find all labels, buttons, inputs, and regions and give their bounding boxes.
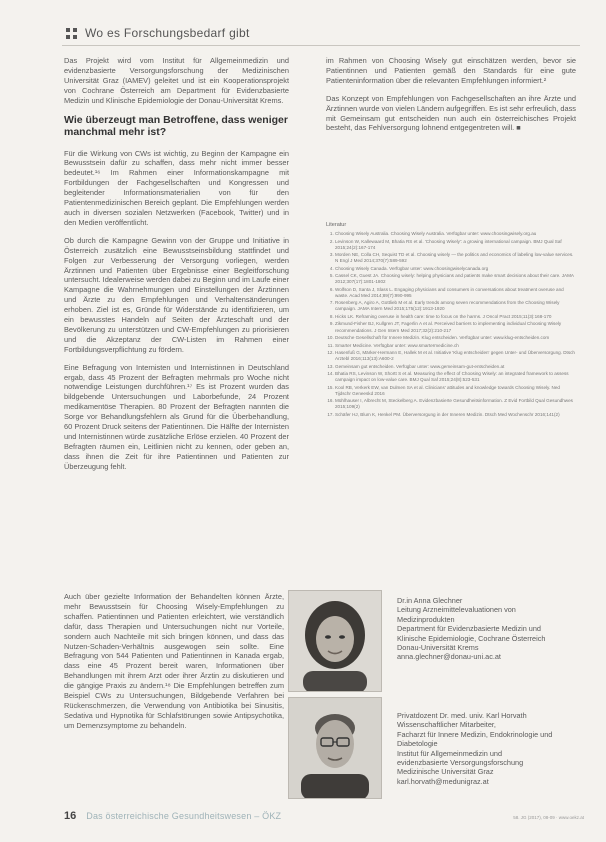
intro-paragraph: Das Projekt wird vom Institut für Allgemeinmedizin und evidenzbasierte Versorgungsforschung der Medizinischen Universität Graz (IAMEV) geleitet und ist ein Kooperationsprojekt von Cochrane Österreich am Department für Evidenzbasierte Medizin und Klinische Epidemiologie der Donau-Universität Krems. bbox=[64, 56, 289, 105]
body-paragraph: Das Konzept von Empfehlungen von Fachgesellschaften an ihre Ärzte und Ärztinnen wurde von vielen Ländern aufgegriffen. Es ist sehr erfreulich, dass mit Gemeinsam gut entscheiden nun auch ein österreichisches Projekt besteht, das Fehlversorgung lohnend entgegentreten will. ■ bbox=[326, 93, 576, 133]
author-bio-line: Klinische Epidemiologie, Cochrane Österreich bbox=[397, 633, 546, 643]
right-column bbox=[326, 56, 576, 141]
body-paragraph: im Rahmen von Choosing Wisely gut einschätzen werden, bevor sie Patientinnen und Patienten gemäß den Standards für eine gute Patienteninformation über die relevanten Empfehlungen informiert.² bbox=[326, 56, 576, 85]
author-bio-line: Leitung Arzneimittelevaluationen von bbox=[397, 605, 516, 615]
reference-item: 10. Deutsche Gesellschaft für Innere Medizin. Klug entscheiden. Verfügbar unter: www.klug-entscheiden.com bbox=[335, 335, 576, 341]
reference-item: 13. Gemeinsam gut entscheiden. Verfügbar unter: www.gemeinsam-gut-entscheiden.at bbox=[335, 364, 576, 370]
left-column bbox=[64, 56, 289, 480]
author-name: Dr.in Anna Glechner bbox=[397, 596, 463, 605]
reference-item: 12. Hasenfuß G, Märker-Hermann E, Hallek M et al. Initiative 'Klug entscheiden' gegen Unter- und Überversorgung. Dtsch Arztebl 2016;113(13):A600-2 bbox=[335, 350, 576, 362]
reference-item: 7. Rosenberg A, Agiro A, Gottlieb M et al. Early trends among seven recommendations from the Choosing Wisely campaign. JAMA Intern Med 2015;175(12):1913-1920 bbox=[335, 300, 576, 312]
reference-item: 4. Choosing Wisely Canada. Verfügbar unter: www.choosingwiselycanada.org bbox=[335, 266, 576, 272]
author-name: Privatdozent Dr. med. univ. Karl Horvath bbox=[397, 711, 527, 720]
section-title: Wo es Forschungsbedarf gibt bbox=[85, 26, 250, 40]
reference-item: 15. Kool RB, Verkerk EW, van Dulmen SA et al. Clinicians' attitudes and knowledge towards Choosing Wisely. Ned Tijdschr Geneeskd 2016 bbox=[335, 385, 576, 397]
issue-info: 58. JG (2017), 08-09 · www.oekz.at bbox=[513, 815, 584, 820]
page-footer bbox=[64, 810, 584, 822]
reference-list bbox=[326, 231, 576, 418]
author-bio bbox=[397, 711, 587, 786]
header-divider bbox=[62, 45, 580, 46]
author-bio-line: Wissenschaftlicher Mitarbeiter, bbox=[397, 720, 496, 730]
references-title: Literatur bbox=[326, 222, 347, 228]
author-bio-line: Medizinprodukten bbox=[397, 614, 455, 624]
body-paragraph: Für die Wirkung von CWs ist wichtig, zu Beginn der Kampagne ein Bewusstsein dafür zu schaffen, dass mehr nicht immer besser bedeutet.¹⁶ Im Rahmen einer Informationskampagne mit Fortbildungen der Fachgesellschaften und Kongressen und begleitender Informationsmaterialien von für den Patientenmedizinischen Bereich geplant. Die Empfehlungen werden auch in diversen sozialen Netzwerken (Facebook, Twitter) und in den Medien veröffentlicht. bbox=[64, 148, 289, 227]
reference-item: 2. Levinson W, Kallewaard M, Bhatia RS et al. 'Choosing Wisely': a growing international campaign. BMJ Qual Saf 2015;24(2):167-174 bbox=[335, 239, 576, 251]
author-bio-line: Department für Evidenzbasierte Medizin und bbox=[397, 624, 541, 634]
author-bio-line: Institut für Allgemeinmedizin und bbox=[397, 748, 503, 758]
body-paragraph: Eine Befragung von Internisten und Internistinnen in Deutschland ergab, dass 45 Prozent der Befragten mehrmals pro Woche nicht notwendige Leistungen durchführen.¹⁷ Es ist Prozent wurden das bildgebende Untersuchungen und Laborbefunde, 24 Prozent medikamentöse Therapien. 80 Prozent der Befragten nannten die Sorge vor Behandlungsfehlern als Grund für die Überbehandlung, 60 Prozent Druck seitens der Patientinnen. Die Hälfte der Internisten und Internistinnen würde zusätzliche Erlöse erzielen. 40 Prozent der Befragten räumen ein, Leitlinien nicht zu kennen, oder geben an, dass ihnen die Zeit für ihre Patientinnen und Patienten zur Überzeugung fehlt. bbox=[64, 362, 289, 471]
section-heading: Wie überzeugt man Betroffene, dass weniger manchmal mehr ist? bbox=[64, 113, 288, 139]
publication-title: Das österreichische Gesundheitswesen – ÖKZ bbox=[86, 811, 282, 821]
reference-item: 5. Cassel CK, Guest JA. Choosing wisely: helping physicians and patients make smart decisions about their care. JAMA 2012;307(17):1801-1802 bbox=[335, 273, 576, 285]
reference-item: 11. Smarter Medicine. Verfügbar unter: www.smartermedicine.ch bbox=[335, 343, 576, 349]
references bbox=[326, 222, 576, 419]
author-photo bbox=[288, 590, 382, 692]
author-bio-line: anna.glechner@donau-uni.ac.at bbox=[397, 652, 501, 662]
reference-item: 6. Wolfson D, Santa J, Slass L. Engaging physicians and consumers in conversations about treatment overuse and waste. Acad Med 2014;89(7):990-995 bbox=[335, 287, 576, 299]
author-bio-line: evidenzbasierte Versorgungsforschung bbox=[397, 758, 524, 768]
author-bio-line: Donau-Universität Krems bbox=[397, 643, 479, 653]
author-photo bbox=[288, 697, 382, 799]
reference-item: 3. Morden NE, Colla CH, Sequist TD et al. Choosing wisely — the politics and economics of labeling low-value services. N Engl J Med 2014;370(7):589-592 bbox=[335, 252, 576, 264]
reference-item: 14. Bhatia RS, Levinson W, Shortt S et al. Measuring the effect of Choosing Wisely: an integrated framework to assess campaign impact on low-value care. BMJ Qual Saf 2015;24(8):523-531 bbox=[335, 371, 576, 383]
reference-item: 8. Hicks LK. Reframing overuse in health care: time to focus on the harms. J Oncol Pract 2015;11(3):168-170 bbox=[335, 314, 576, 320]
author-bio-line: Medizinische Universität Graz bbox=[397, 767, 494, 777]
author-bio-line: karl.horvath@medunigraz.at bbox=[397, 776, 489, 786]
reference-item: 16. Mühlhauser I, Albrecht M, Steckelberg A. Evidenzbasierte Gesundheitsinformation. Z Evid Fortbild Qual Gesundhwes 2015;109(2) bbox=[335, 398, 576, 410]
body-paragraph: Ob durch die Kampagne Gewinn von der Gruppe und Initiative in Österreich zusätzlich eine Bewusstseinsbildung stattfindet und Folgen zur Verbesserung der Versorgung vorliegen, werden Ärztinnen und Patienten über Ergebnisse einer Begleitforschung untersucht. Idealerweise werden dabei zu Beginn und im Laufe einer Kampagne die Wahrnehmungen und Einstellungen der Ärztinnen und Ärzte zu den Empfehlungen und Verhaltensänderungen erhoben. Ziel ist es, Gründe für Widerstände zu identifizieren, um ein bewusstes Handeln auf Seiten der Ärzteschaft und der Bevölkerung zu unterstützen und CW-Empfehlungen zu priorisieren und die Akzeptanz der CW-Listen im Rahmen einer Fortbildungsverpflichtung zu fördern. bbox=[64, 235, 289, 354]
bottom-paragraph: Auch über gezielte Information der Behandelten können Ärzte, mehr Bewusstsein für Choosing Wisely-Empfehlungen zu schaffen. Patientinnen und Patienten erleichtert, wie verständlich dafür, dass Therapien und Untersuchungen nicht nur Vorteile, sondern auch Nachteile mit sich bringen können, und dass das Nutzen-Schaden-Verhältnis ausgewogen sein sollte. Eine Befragung von 544 Patienten und Patientinnen in Kanada ergab, dass eine 45 Prozent bereit waren, Informationen über Behandlungen mit ihrem Arzt oder ihrer Ärztin zu diskutieren und die gängige Praxis zu ändern.¹⁸ Die Empfehlungen betreffen zum Beispiel CWs zu Untersuchungen, Bildgebende Verfahren bei Rückenschmerzen, die Verwendung von Antibiotika bei Sinusitis, Sedativa und Hypnotika für Schlafstörungen sowie Antipsychotika, um Demenzsymptome zu behandeln. bbox=[64, 592, 284, 730]
author-bio-line: Diabetologie bbox=[397, 739, 438, 749]
reference-item: 1. Choosing Wisely Australia. Choosing Wisely Australia. Verfügbar unter: www.choosingwisely.org.au bbox=[335, 231, 576, 237]
reference-item: 17. Schäfer HJ, Blum K, Henkel PM. Überversorgung in der Inneren Medizin. Dtsch Med Wochenschr 2016;141(2) bbox=[335, 412, 576, 418]
grid-icon bbox=[66, 28, 77, 39]
section-header bbox=[66, 26, 250, 40]
author-bio bbox=[397, 596, 587, 662]
author-bio-line: Facharzt für Innere Medizin, Endokrinologie und bbox=[397, 729, 553, 739]
reference-item: 9. Zikmund-Fisher BJ, Kullgren JT, Fagerlin A et al. Perceived barriers to implementing individual Choosing Wisely recommendations. J Gen Intern Med 2017;32(2):210-217 bbox=[335, 321, 576, 333]
page-number: 16 bbox=[64, 810, 77, 822]
